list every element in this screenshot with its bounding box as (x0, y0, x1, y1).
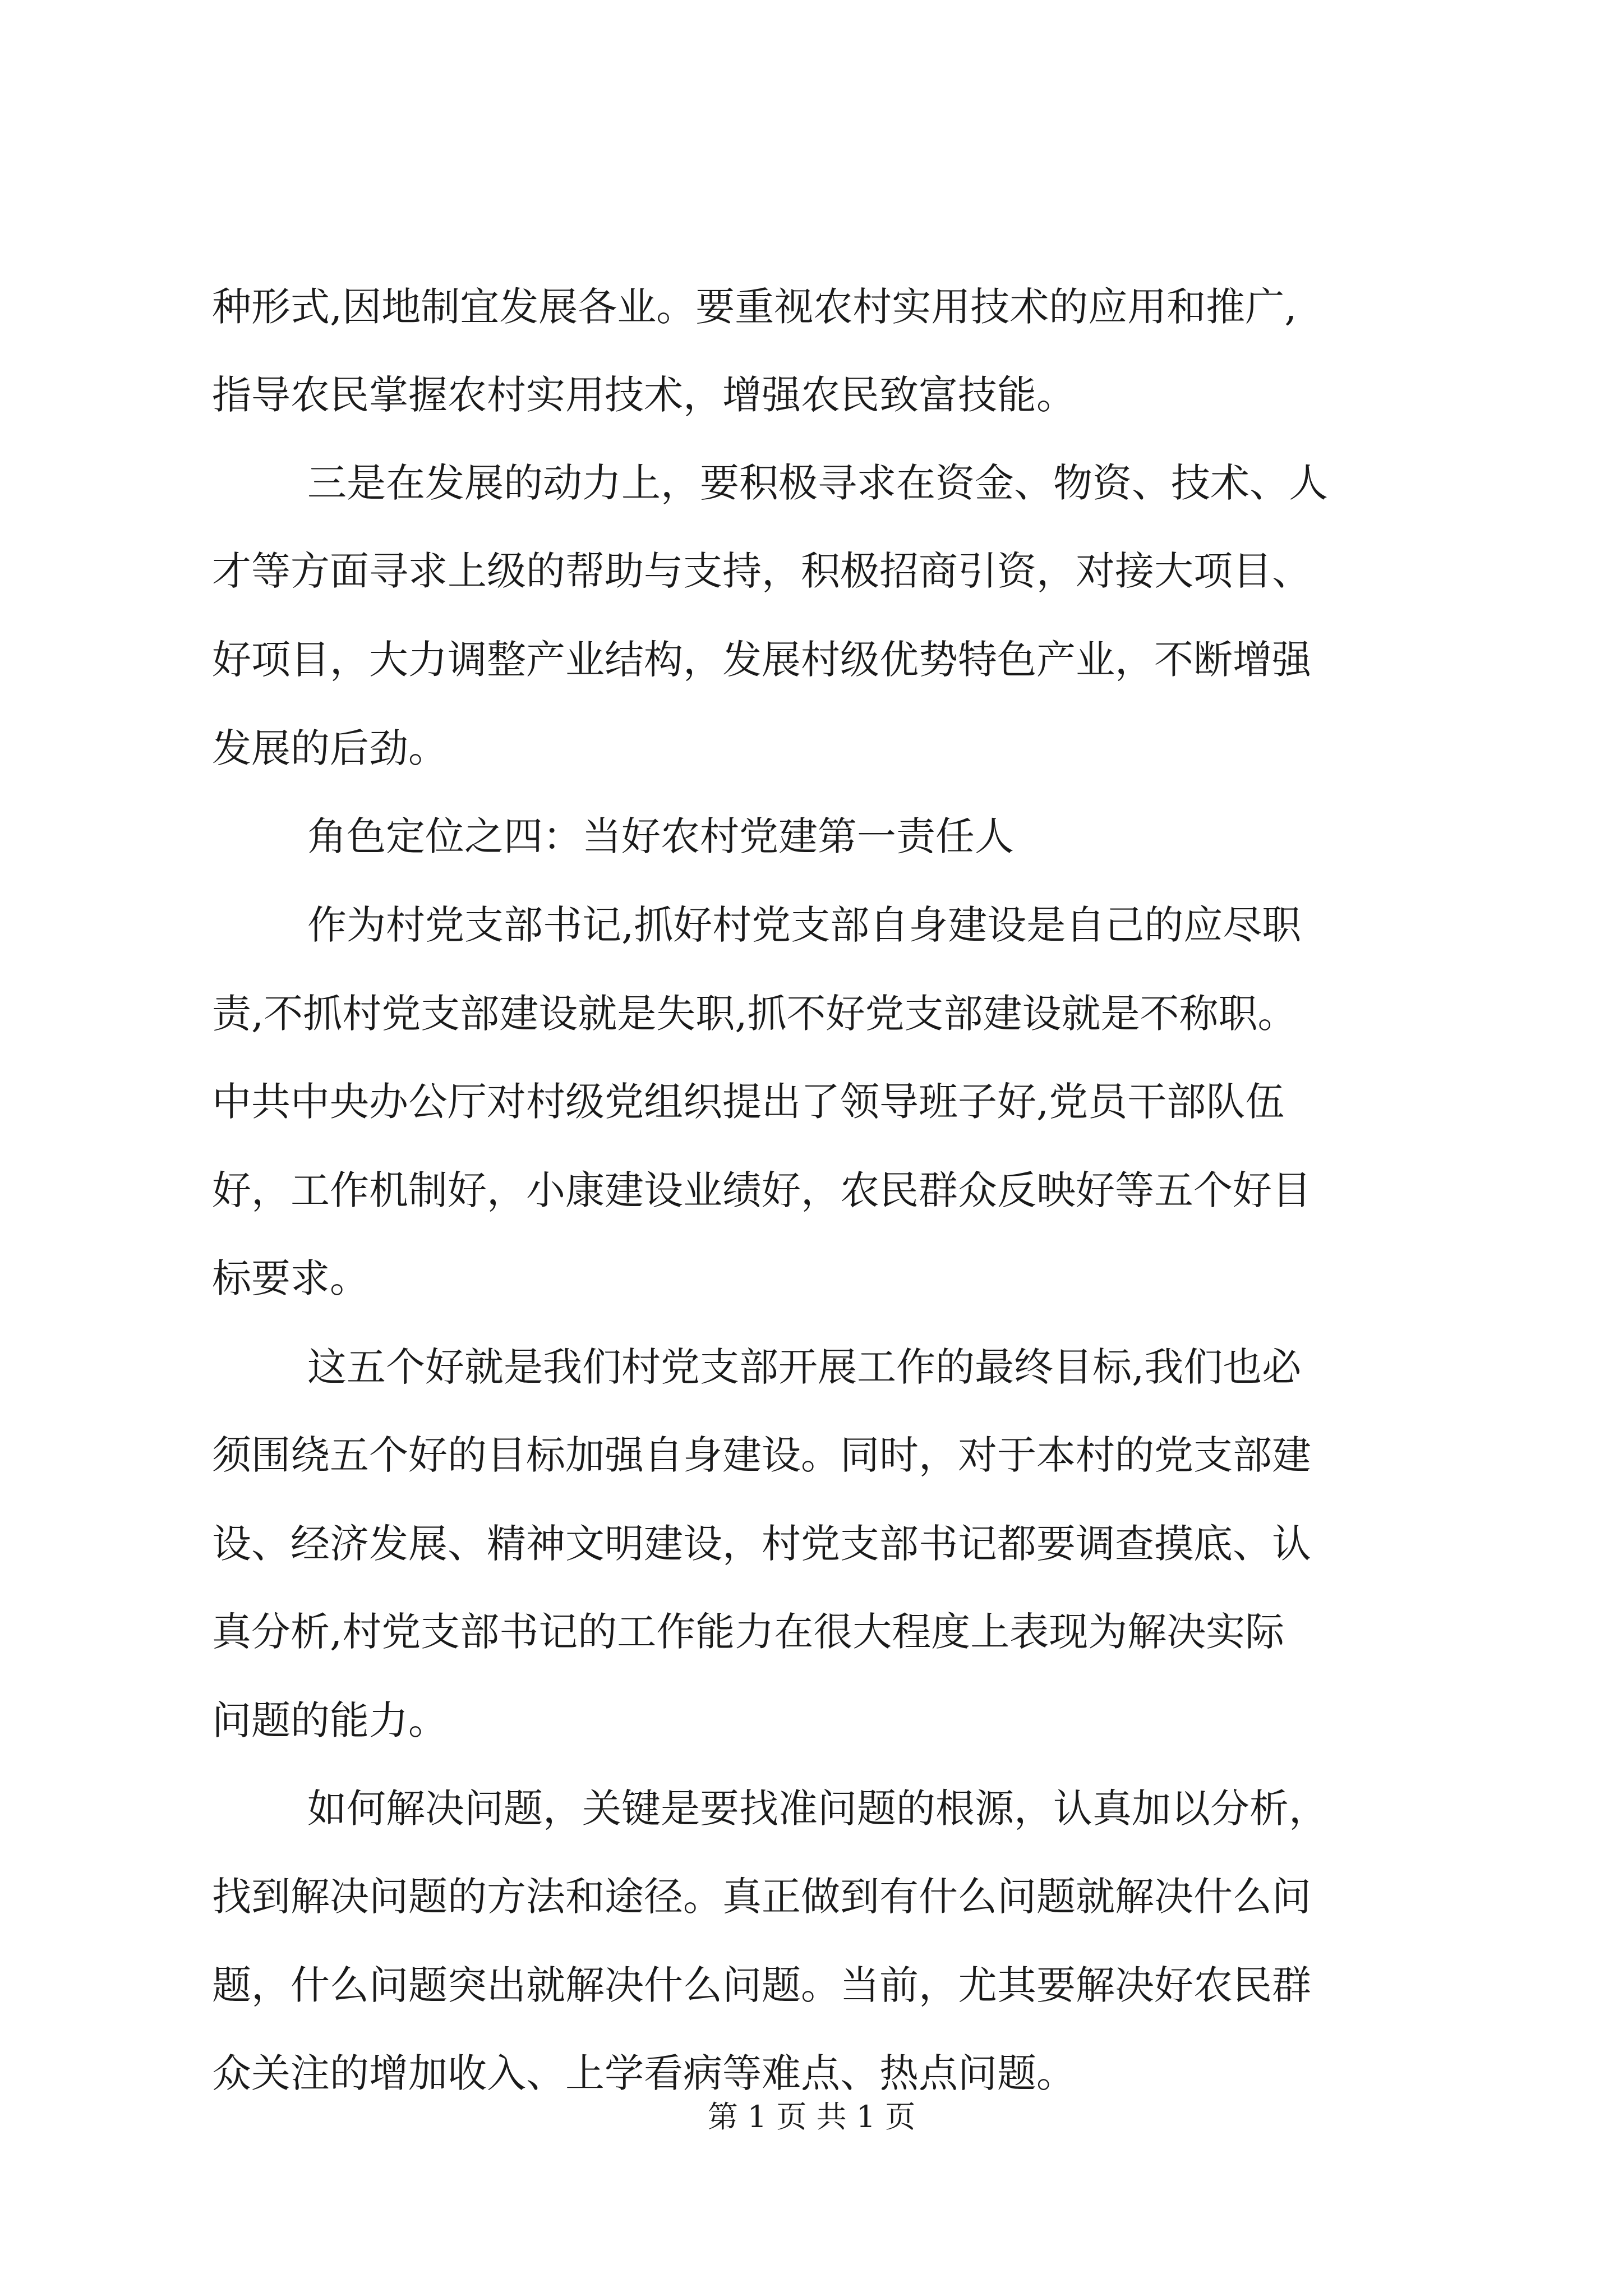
text-line: 标要求。 (212, 1255, 369, 1301)
text-line: 这五个好就是我们村党支部开展工作的最终目标,我们也必 (307, 1344, 1302, 1390)
text-line: 指导农民掌握农村实用技术，增强农民致富技能。 (212, 372, 1076, 418)
text-line: 种形式,因地制宜发展各业。要重视农村实用技术的应用和推广, (212, 284, 1297, 330)
text-line: 问题的能力。 (212, 1697, 448, 1743)
text-line: 题，什么问题突出就解决什么问题。当前，尤其要解决好农民群 (212, 1962, 1311, 2008)
text-line: 作为村党支部书记,抓好村党支部自身建设是自己的应尽职 (307, 902, 1302, 948)
text-line: 发展的后劲。 (212, 725, 448, 771)
section-heading: 角色定位之四：当好农村党建第一责任人 (307, 813, 1014, 859)
text-line: 如何解决问题，关键是要找准问题的根源，认真加以分析， (307, 1786, 1328, 1832)
text-line: 设、经济发展、精神文明建设，村党支部书记都要调查摸底、认 (212, 1521, 1311, 1567)
text-line: 中共中央办公厅对村级党组织提出了领导班子好,党员干部队伍 (212, 1079, 1285, 1125)
text-line: 好项目，大力调整产业结构，发展村级优势特色产业，不断增强 (212, 637, 1311, 683)
text-line: 才等方面寻求上级的帮助与支持，积极招商引资，对接大项目、 (212, 548, 1311, 594)
text-line: 三是在发展的动力上，要积极寻求在资金、物资、技术、人 (307, 460, 1328, 506)
text-line: 责,不抓村党支部建设就是失职,抓不好党支部建设就是不称职。 (212, 991, 1297, 1037)
text-line: 众关注的增加收入、上学看病等难点、热点问题。 (212, 2050, 1076, 2096)
text-line: 真分析,村党支部书记的工作能力在很大程度上表现为解决实际 (212, 1609, 1285, 1655)
text-line: 好，工作机制好，小康建设业绩好，农民群众反映好等五个好目 (212, 1167, 1311, 1213)
page-number-footer: 第 1 页 共 1 页 (707, 2099, 916, 2134)
text-line: 须围绕五个好的目标加强自身建设。同时，对于本村的党支部建 (212, 1432, 1311, 1478)
text-line: 找到解决问题的方法和途径。真正做到有什么问题就解决什么问 (212, 1874, 1311, 1920)
